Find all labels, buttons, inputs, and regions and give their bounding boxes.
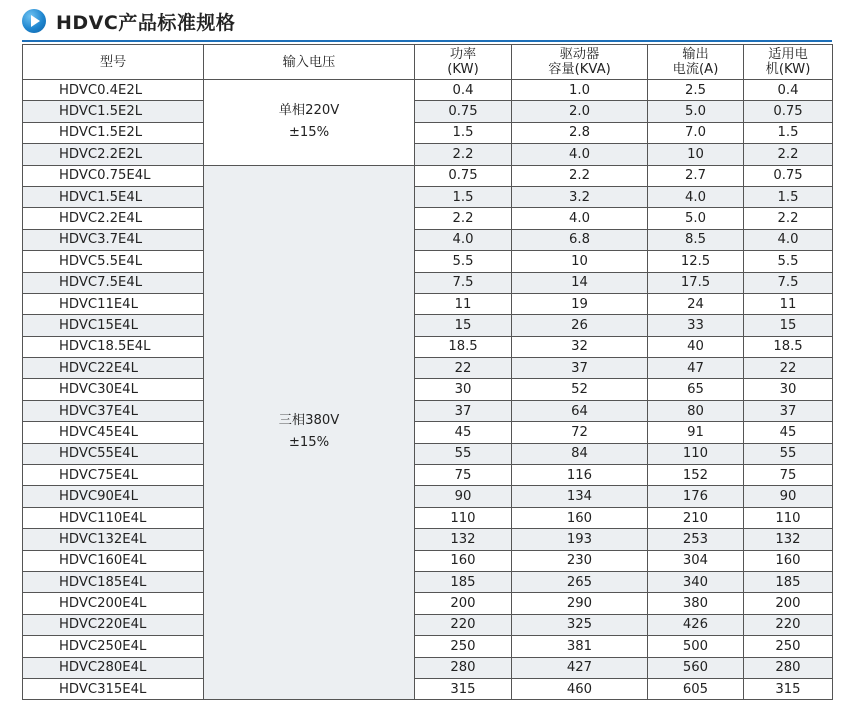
cell-motor: 1.5 [744,122,833,143]
cell-capacity: 2.8 [512,122,648,143]
table-row [23,272,833,293]
cell-motor: 200 [744,593,833,614]
table-row [23,678,833,699]
cell-power: 185 [415,571,512,592]
cell-capacity: 2.0 [512,101,648,122]
table-row [23,336,833,357]
cell-motor: 45 [744,422,833,443]
play-bullet-icon [22,9,46,33]
cell-model: HDVC15E4L [23,315,204,336]
cell-current: 7.0 [648,122,744,143]
table-row [23,379,833,400]
cell-model: HDVC250E4L [23,636,204,657]
table-row [23,657,833,678]
cell-power: 250 [415,636,512,657]
cell-motor: 2.2 [744,144,833,165]
cell-current: 426 [648,614,744,635]
header-capacity-line2: 容量(KVA) [548,62,611,77]
cell-model: HDVC1.5E4L [23,186,204,207]
cell-motor: 0.75 [744,101,833,122]
cell-model: HDVC110E4L [23,507,204,528]
header-power [415,45,512,80]
cell-capacity: 64 [512,400,648,421]
table-row [23,165,833,186]
cell-capacity: 72 [512,422,648,443]
table-row [23,80,833,101]
cell-power: 30 [415,379,512,400]
cell-model: HDVC90E4L [23,486,204,507]
cell-capacity: 19 [512,293,648,314]
cell-motor: 5.5 [744,251,833,272]
cell-model: HDVC2.2E2L [23,144,204,165]
cell-model: HDVC0.75E4L [23,165,204,186]
table-row [23,251,833,272]
cell-capacity: 116 [512,465,648,486]
cell-power: 37 [415,400,512,421]
cell-power: 55 [415,443,512,464]
table-row [23,636,833,657]
cell-capacity: 84 [512,443,648,464]
cell-capacity: 230 [512,550,648,571]
cell-model: HDVC45E4L [23,422,204,443]
cell-model: HDVC30E4L [23,379,204,400]
cell-motor: 185 [744,571,833,592]
cell-power: 2.2 [415,208,512,229]
cell-capacity: 26 [512,315,648,336]
header-current [648,45,744,80]
cell-power: 110 [415,507,512,528]
cell-current: 500 [648,636,744,657]
voltage-tolerance-label: ±15% [288,435,330,451]
cell-capacity: 1.0 [512,80,648,101]
cell-motor: 0.4 [744,80,833,101]
cell-model: HDVC75E4L [23,465,204,486]
cell-input-voltage [204,165,415,700]
cell-motor: 280 [744,657,833,678]
voltage-phase-label: 单相220V [278,103,340,119]
cell-capacity: 52 [512,379,648,400]
cell-power: 75 [415,465,512,486]
cell-model: HDVC220E4L [23,614,204,635]
cell-current: 24 [648,293,744,314]
table-row [23,208,833,229]
cell-model: HDVC5.5E4L [23,251,204,272]
cell-power: 45 [415,422,512,443]
cell-power: 5.5 [415,251,512,272]
cell-motor: 18.5 [744,336,833,357]
cell-model: HDVC0.4E2L [23,80,204,101]
table-row [23,486,833,507]
cell-capacity: 3.2 [512,186,648,207]
header-current-line2: 电流(A) [672,62,719,77]
cell-power: 160 [415,550,512,571]
header-capacity [512,45,648,80]
cell-power: 22 [415,358,512,379]
table-row [23,614,833,635]
cell-model: HDVC37E4L [23,400,204,421]
cell-motor: 15 [744,315,833,336]
cell-capacity: 4.0 [512,144,648,165]
cell-model: HDVC2.2E4L [23,208,204,229]
cell-capacity: 290 [512,593,648,614]
table-row [23,144,833,165]
cell-power: 11 [415,293,512,314]
cell-motor: 11 [744,293,833,314]
cell-model: HDVC22E4L [23,358,204,379]
voltage-phase-label: 三相380V [278,413,340,429]
table-row [23,186,833,207]
cell-power: 315 [415,678,512,699]
table-row [23,400,833,421]
cell-capacity: 265 [512,571,648,592]
cell-power: 0.75 [415,165,512,186]
header-power-line1: 功率 [449,47,477,62]
cell-power: 0.4 [415,80,512,101]
cell-current: 2.5 [648,80,744,101]
table-row [23,101,833,122]
cell-current: 110 [648,443,744,464]
table-row [23,443,833,464]
title-divider [22,40,832,42]
header-voltage: 输入电压 [204,45,415,80]
cell-model: HDVC1.5E2L [23,101,204,122]
cell-power: 280 [415,657,512,678]
cell-model: HDVC185E4L [23,571,204,592]
cell-current: 5.0 [648,101,744,122]
table-row [23,550,833,571]
cell-motor: 160 [744,550,833,571]
cell-capacity: 32 [512,336,648,357]
cell-motor: 22 [744,358,833,379]
cell-motor: 110 [744,507,833,528]
cell-model: HDVC11E4L [23,293,204,314]
cell-capacity: 6.8 [512,229,648,250]
cell-motor: 1.5 [744,186,833,207]
spec-table [22,44,833,700]
cell-power: 220 [415,614,512,635]
cell-motor: 75 [744,465,833,486]
table-header-row [23,45,833,80]
table-row [23,293,833,314]
table-row [23,529,833,550]
cell-current: 340 [648,571,744,592]
cell-current: 8.5 [648,229,744,250]
header-model: 型号 [23,45,204,80]
cell-current: 12.5 [648,251,744,272]
cell-capacity: 37 [512,358,648,379]
table-row [23,122,833,143]
table-row [23,315,833,336]
cell-power: 2.2 [415,144,512,165]
cell-capacity: 10 [512,251,648,272]
section-header [22,6,235,36]
header-power-line2: (KW) [447,62,479,77]
voltage-tolerance-label: ±15% [288,125,330,141]
cell-capacity: 193 [512,529,648,550]
page-title: HDVC产品标准规格 [56,11,236,34]
cell-current: 33 [648,315,744,336]
cell-capacity: 160 [512,507,648,528]
cell-current: 10 [648,144,744,165]
table-row [23,507,833,528]
cell-current: 176 [648,486,744,507]
cell-capacity: 4.0 [512,208,648,229]
cell-capacity: 460 [512,678,648,699]
cell-current: 210 [648,507,744,528]
cell-model: HDVC160E4L [23,550,204,571]
cell-model: HDVC1.5E2L [23,122,204,143]
cell-motor: 315 [744,678,833,699]
cell-motor: 37 [744,400,833,421]
cell-motor: 0.75 [744,165,833,186]
cell-power: 4.0 [415,229,512,250]
cell-capacity: 325 [512,614,648,635]
cell-capacity: 427 [512,657,648,678]
cell-motor: 2.2 [744,208,833,229]
cell-current: 152 [648,465,744,486]
cell-model: HDVC18.5E4L [23,336,204,357]
cell-current: 304 [648,550,744,571]
cell-current: 80 [648,400,744,421]
header-motor-line2: 机(KW) [765,62,811,77]
cell-capacity: 14 [512,272,648,293]
cell-current: 4.0 [648,186,744,207]
cell-power: 18.5 [415,336,512,357]
cell-power: 200 [415,593,512,614]
table-body [23,80,833,700]
cell-capacity: 134 [512,486,648,507]
cell-model: HDVC315E4L [23,678,204,699]
header-motor [744,45,833,80]
cell-current: 47 [648,358,744,379]
header-motor-line1: 适用电 [768,47,808,62]
cell-power: 0.75 [415,101,512,122]
cell-motor: 55 [744,443,833,464]
cell-motor: 4.0 [744,229,833,250]
cell-current: 253 [648,529,744,550]
cell-model: HDVC3.7E4L [23,229,204,250]
table-row [23,229,833,250]
cell-current: 605 [648,678,744,699]
cell-model: HDVC132E4L [23,529,204,550]
cell-model: HDVC200E4L [23,593,204,614]
cell-current: 5.0 [648,208,744,229]
cell-model: HDVC280E4L [23,657,204,678]
cell-current: 17.5 [648,272,744,293]
cell-current: 560 [648,657,744,678]
cell-current: 380 [648,593,744,614]
cell-current: 65 [648,379,744,400]
cell-power: 132 [415,529,512,550]
cell-power: 15 [415,315,512,336]
cell-model: HDVC55E4L [23,443,204,464]
cell-power: 90 [415,486,512,507]
header-capacity-line1: 驱动器 [559,47,600,62]
cell-motor: 220 [744,614,833,635]
cell-motor: 30 [744,379,833,400]
cell-power: 1.5 [415,122,512,143]
cell-model: HDVC7.5E4L [23,272,204,293]
table-row [23,358,833,379]
cell-current: 2.7 [648,165,744,186]
cell-input-voltage [204,80,415,166]
cell-capacity: 381 [512,636,648,657]
cell-current: 91 [648,422,744,443]
cell-power: 7.5 [415,272,512,293]
table-row [23,571,833,592]
cell-current: 40 [648,336,744,357]
cell-motor: 250 [744,636,833,657]
table-row [23,593,833,614]
table-row [23,422,833,443]
cell-motor: 7.5 [744,272,833,293]
cell-power: 1.5 [415,186,512,207]
cell-capacity: 2.2 [512,165,648,186]
cell-motor: 132 [744,529,833,550]
header-current-line1: 输出 [682,47,709,62]
cell-motor: 90 [744,486,833,507]
table-row [23,465,833,486]
